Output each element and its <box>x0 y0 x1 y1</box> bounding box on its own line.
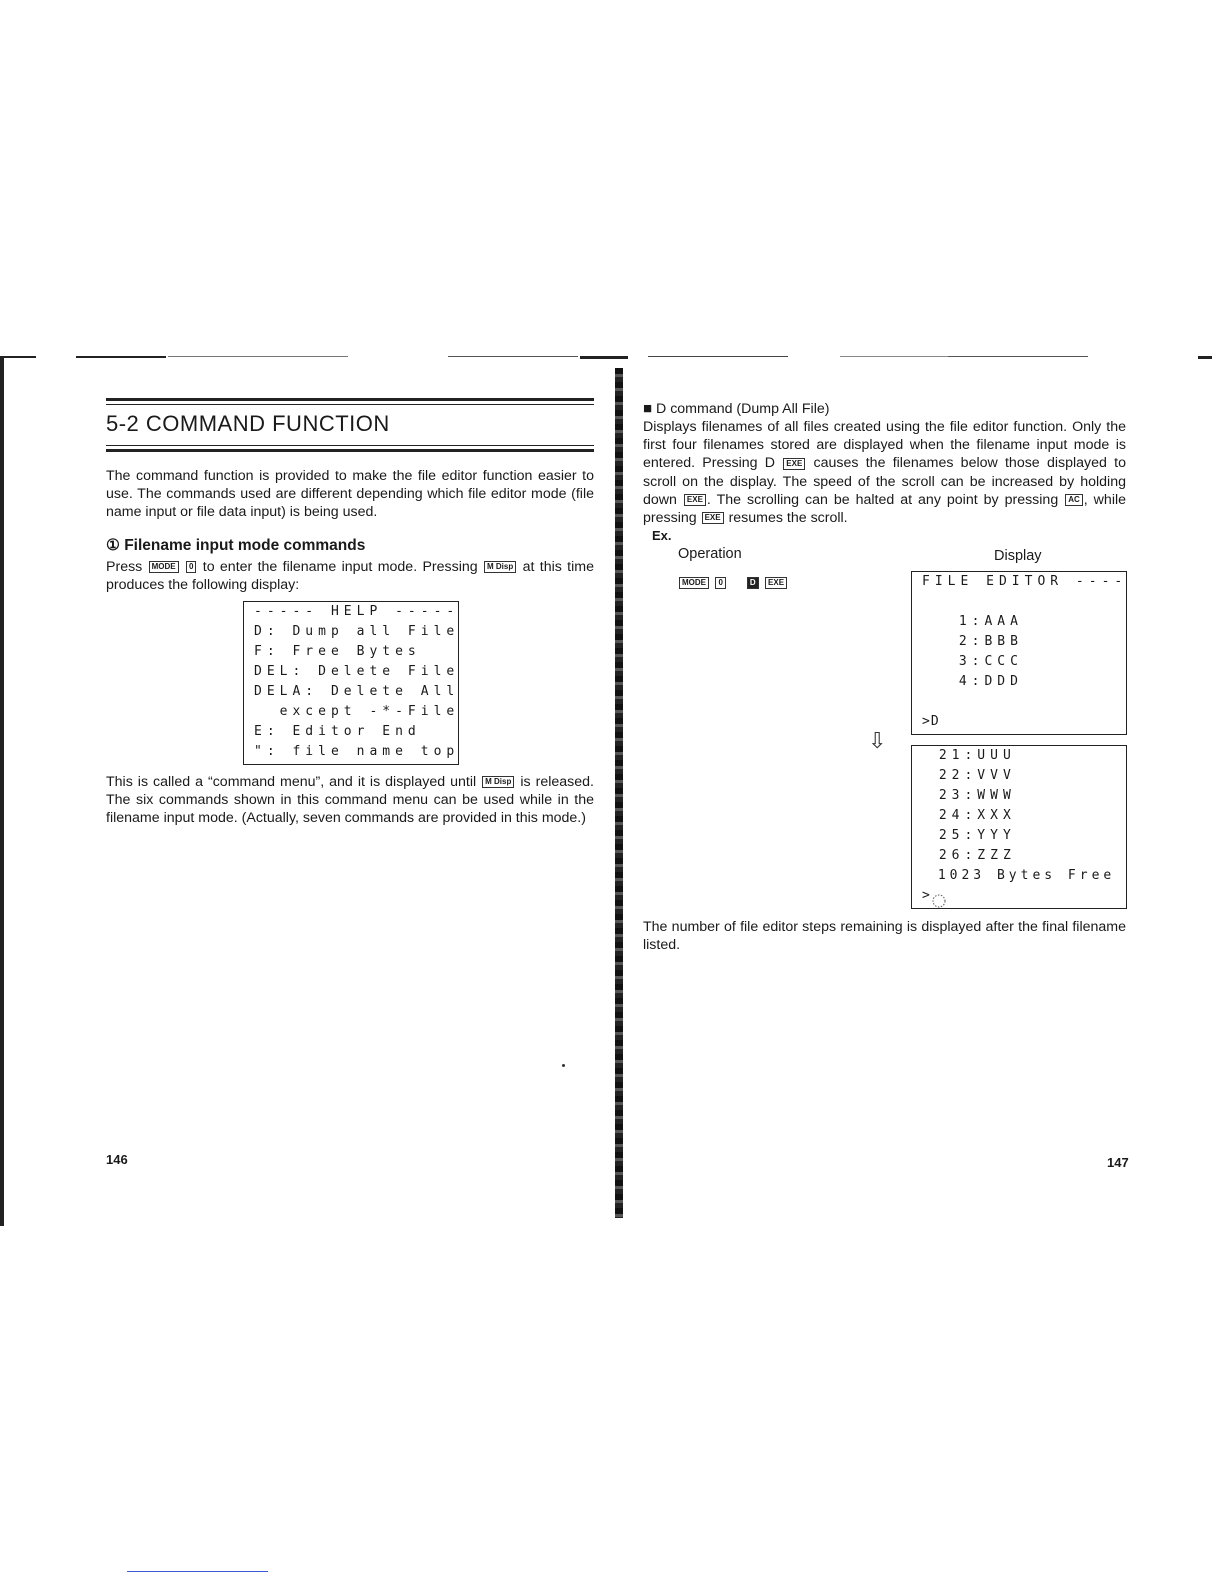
body-text: . The scrolling can be halted at any point by pressing <box>706 491 1059 508</box>
section-heading: ① Filename input mode commands <box>106 537 366 554</box>
scan-rule <box>448 356 578 357</box>
help-menu-line: F: Free Bytes <box>254 644 421 659</box>
operation-keys <box>678 574 788 592</box>
command-menu-paragraph <box>106 773 594 828</box>
exe-key: EXE <box>702 512 724 524</box>
mode-key: MODE <box>149 561 179 573</box>
press-text: to enter the filename input mode. Pressing <box>202 559 478 575</box>
down-arrow-icon: ⇩ <box>868 728 887 753</box>
display-line: 24:XXX <box>926 808 1016 823</box>
mode-key: MODE <box>679 577 709 589</box>
exe-key: EXE <box>765 577 787 589</box>
display-line: 22:VVV <box>926 768 1016 783</box>
scan-rule <box>948 356 1088 357</box>
title-rule <box>106 398 594 401</box>
help-menu-line: ": file name top <box>254 744 460 759</box>
press-text: Press <box>106 559 143 575</box>
exe-key: EXE <box>684 494 706 506</box>
display-line: 26:ZZZ <box>926 848 1016 863</box>
page-binding-left <box>0 356 4 1226</box>
display-line: 4:DDD <box>946 674 1023 689</box>
mdisp-key: M Disp <box>484 561 516 573</box>
page-title: 5-2 COMMAND FUNCTION <box>106 411 390 436</box>
body-text: Displays filenames of all files created using the file editor function. Only the first four filenames stored are displayed when the filename input mode is entered. Pressing D <box>643 419 1126 472</box>
page-number-right: 147 <box>1107 1155 1129 1170</box>
page-binding-spine <box>615 368 623 1218</box>
display-line: 25:YYY <box>926 828 1016 843</box>
display-line: 1023 Bytes Free <box>926 868 1116 883</box>
display-line: FILE EDITOR ---- <box>922 574 1128 589</box>
body-text: , while pressing <box>643 491 1127 527</box>
display-footnote: The number of file editor steps remaining is displayed after the final filename listed. <box>643 919 1126 954</box>
display-line: > <box>922 888 935 903</box>
help-menu-line: E: Editor End <box>254 724 421 739</box>
after-text: is released. The six commands shown in this command menu can be used while in the filename input mode. (Actually, seven commands are provided in this mode.) <box>106 774 594 827</box>
scan-rule <box>168 356 348 357</box>
body-text: causes the filenames below those displayed to scroll on the display. The speed of the scroll can be increased by holding down <box>643 455 1126 508</box>
exe-key: EXE <box>783 458 805 470</box>
help-menu-line: ----- HELP ----- <box>254 604 460 619</box>
display-line: >D <box>922 714 940 729</box>
operation-header: Operation <box>678 546 742 562</box>
scan-speck <box>562 1064 565 1067</box>
blinking-cursor-icon <box>926 891 952 911</box>
display-line: 2:BBB <box>946 634 1023 649</box>
zero-key: 0 <box>715 577 725 589</box>
title-rule <box>106 404 594 405</box>
square-bullet-icon: ■ <box>643 400 653 417</box>
after-text: This is called a “command menu”, and it is displayed until <box>106 774 477 790</box>
scan-rule <box>0 356 36 358</box>
page-number-left: 146 <box>106 1152 128 1167</box>
example-label: Ex. <box>652 528 672 543</box>
zero-key: 0 <box>186 561 196 573</box>
scan-rule <box>1198 356 1212 359</box>
display-line: 21:UUU <box>926 748 1016 763</box>
press-text: at this time produces the following display: <box>106 559 594 594</box>
scan-rule <box>580 356 628 359</box>
d-command-heading <box>643 400 829 417</box>
mdisp-key: M Disp <box>482 776 514 788</box>
help-menu-display <box>243 601 459 765</box>
help-menu-line: except -*-File <box>254 704 460 719</box>
d-command-title: D command (Dump All File) <box>656 401 830 417</box>
display-line: 3:CCC <box>946 654 1023 669</box>
file-editor-display-2 <box>911 745 1127 909</box>
display-line: 23:WWW <box>926 788 1016 803</box>
page-title-block <box>106 398 594 452</box>
file-editor-display-1 <box>911 571 1127 735</box>
title-rule <box>106 445 594 446</box>
scan-edge-line <box>127 1571 268 1572</box>
display-line: 1:AAA <box>946 614 1023 629</box>
d-key: D <box>747 577 759 589</box>
scan-rule <box>76 356 166 358</box>
press-paragraph <box>106 558 594 594</box>
help-menu-line: DEL: Delete File <box>254 664 460 679</box>
d-command-paragraph <box>643 418 1126 527</box>
display-header: Display <box>994 548 1042 564</box>
intro-paragraph: The command function is provided to make the file editor function easier to use. The commands used are different depending which file editor mode (file name input or file data input) is being used. <box>106 468 594 521</box>
help-menu-line: D: Dump all File <box>254 624 460 639</box>
body-text: resumes the scroll. <box>728 510 848 527</box>
ac-key: AC <box>1065 494 1083 506</box>
scan-rule <box>840 356 960 357</box>
scan-rule <box>648 356 788 357</box>
help-menu-line: DELA: Delete All <box>254 684 460 699</box>
title-rule <box>106 449 594 452</box>
